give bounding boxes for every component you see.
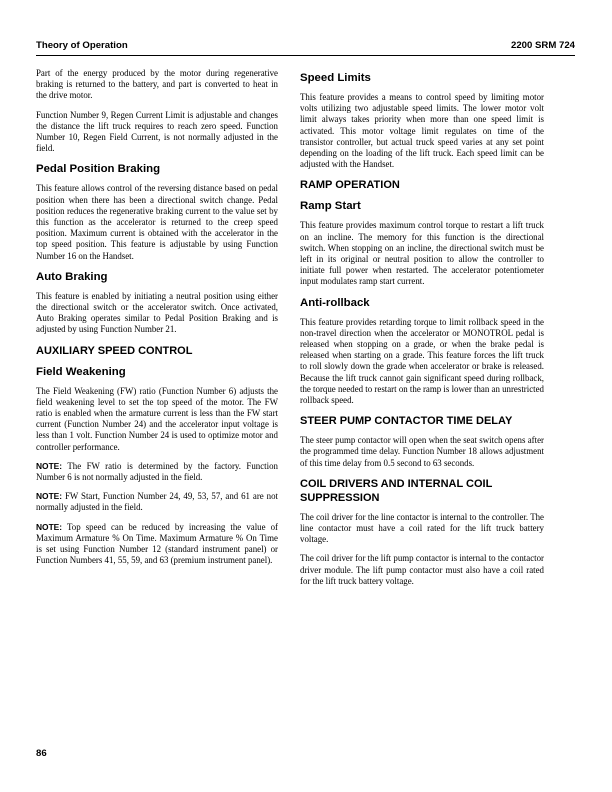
paragraph-coil-line-contactor: The coil driver for the line contactor is internal to the controller. The line contactor must have a coil rated for the lift truck battery voltage.	[300, 511, 544, 545]
heading-auxiliary-speed-control: AUXILIARY SPEED CONTROL	[36, 344, 193, 357]
paragraph-anti-rollback: This feature provides retarding torque to limit rollback speed in the non-travel direction when the accelerator or MONOTROL pedal is released when stopping on a grade, or when the brake pedal is released when starting on a grade. This feature forces the lift truck to roll slowly down the grade when accelerator or brake is released. Because the lift truck cannot gain significant speed during rollback, the torque needed to restart on the ramp is lower than an unrestricted rollback speed.	[300, 316, 544, 406]
paragraph-field-weakening: The Field Weakening (FW) ratio (Function Number 6) adjusts the field weakening level to set the top speed of the motor. The FW ratio is enabled when the armature current is less than the FW start current (Function Number 24) and the accelerator input voltage is less than 1 volt. Function Number 24 is used to optimize motor and controller performance.	[36, 385, 278, 452]
note-fw-ratio	[36, 461, 278, 483]
running-header-doc-number: 2200 SRM 724	[511, 40, 575, 51]
running-header-title: Theory of Operation	[36, 40, 128, 51]
page-number: 86	[36, 748, 47, 759]
paragraph-function-9: Function Number 9, Regen Current Limit is adjustable and changes the distance the lift truck requires to reach zero speed. Function Number 10, Regen Field Current, is not normally adjusted in the field.	[36, 109, 278, 154]
note-label: NOTE:	[36, 460, 63, 471]
paragraph-speed-limits: This feature provides a means to control speed by limiting motor volts utilizing two adjustable speed limits. The lower motor volt limit always takes priority when more than one speed limit is activated. This motor voltage limit regulates on time of the transistor controller, but actual truck speed varies at any set point depending on the loading of the lift truck. Each speed limit can be adjusted with the Handset.	[300, 92, 544, 170]
heading-anti-rollback: Anti-rollback	[300, 296, 370, 309]
paragraph-steer-pump-contactor: The steer pump contactor will open when the seat switch opens after the programmed time delay. Function Number 18 allows adjustment of this time delay from 0.5 second to 63 seconds.	[300, 435, 544, 468]
note-text: FW Start, Function Number 24, 49, 53, 57, and 61 are not normally adjusted in the field.	[36, 491, 278, 513]
heading-field-weakening: Field Weakening	[36, 365, 126, 378]
note-top-speed	[36, 522, 278, 567]
heading-speed-limits: Speed Limits	[300, 72, 371, 84]
note-label: NOTE:	[36, 521, 63, 532]
heading-coil-drivers: COIL DRIVERS AND INTERNAL COIL SUPPRESSION	[300, 477, 493, 504]
note-label: NOTE:	[36, 491, 63, 502]
heading-auto-braking: Auto Braking	[36, 270, 108, 283]
right-column	[300, 68, 544, 595]
note-fw-start	[36, 491, 278, 513]
heading-ramp-operation: RAMP OPERATION	[300, 179, 400, 192]
paragraph-auto-braking: This feature is enabled by initiating a neutral position using either the directional switch or the accelerator switch. Once activated, Auto Braking operates similar to Pedal Position Braking and is adjusted by using Function Number 21.	[36, 290, 278, 335]
paragraph-regen-energy: Part of the energy produced by the motor during regenerative braking is returned to the battery, and part is converted to heat in the drive motor.	[36, 68, 278, 101]
left-column	[36, 68, 278, 575]
note-text: Top speed can be reduced by increasing the value of Maximum Armature % On Time. Maximum Armature % On Time is set using Function Number 12 (standard instrument panel) or Function Numbers 41, 55, 59, and 63 (premium instrument panel).	[36, 521, 278, 566]
paragraph-ramp-start: This feature provides maximum control torque to restart a lift truck on an incline. The memory for this function is the directional switch. When stopping on an incline, the directional switch must be left in its original or neutral position to allow the controller to initiate full power when restarted. The accelerator potentiometer input modulates ramp start current.	[300, 220, 544, 287]
heading-ramp-start: Ramp Start	[300, 200, 361, 213]
heading-steer-pump-contactor: STEER PUMP CONTACTOR TIME DELAY	[300, 415, 513, 428]
note-text: The FW ratio is determined by the factory. Function Number 6 is not normally adjusted in the field.	[36, 460, 278, 483]
header-rule	[36, 55, 575, 56]
heading-pedal-position-braking: Pedal Position Braking	[36, 163, 161, 176]
paragraph-pedal-position-braking: This feature allows control of the reversing distance based on pedal position when there has been a directional switch change. Pedal position reduces the regenerative braking current to the value set by this function as the accelerator is returned to the creep speed position. Maximum current is obtained with the accelerator in the top speed position. This feature is adjustable by using Function Number 16 on the Handset.	[36, 183, 278, 261]
paragraph-coil-lift-pump: The coil driver for the lift pump contactor is internal to the contactor driver module. The lift pump contactor must also have a coil rated for the lift truck battery voltage.	[300, 553, 544, 586]
